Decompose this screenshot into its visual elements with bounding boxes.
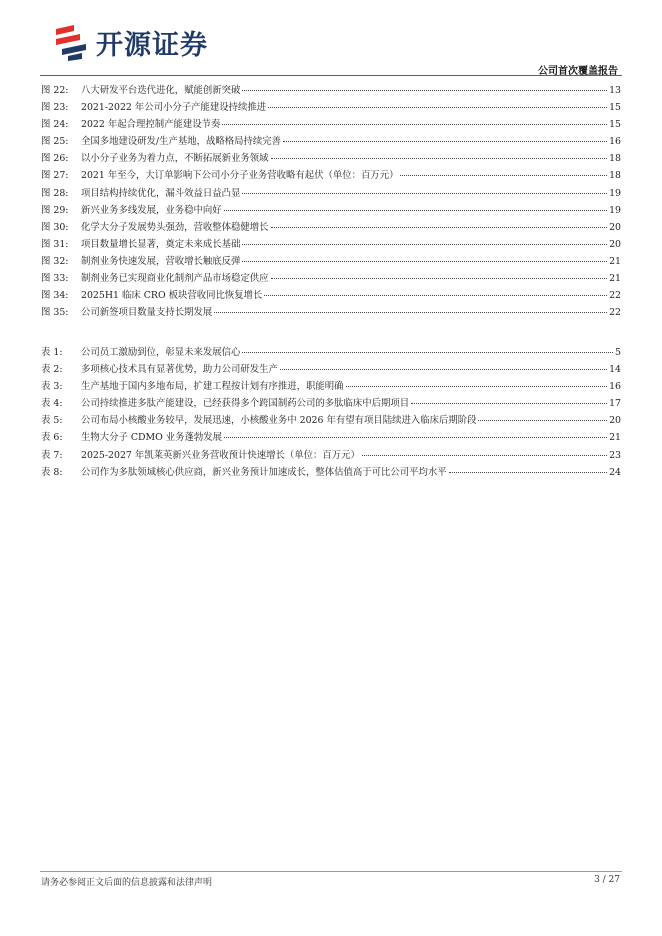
dot-leader <box>478 420 607 421</box>
report-type-label: 公司首次覆盖报告 <box>538 66 618 77</box>
entry-page-number: 20 <box>609 221 621 233</box>
dot-leader <box>242 261 607 262</box>
entry-label: 图 32: <box>41 255 69 267</box>
dot-leader <box>242 90 607 91</box>
dot-leader <box>449 472 607 473</box>
dot-leader <box>222 124 607 125</box>
entry-page-number: 20 <box>609 238 621 250</box>
table-list <box>41 344 621 481</box>
footer-divider <box>40 871 622 872</box>
entry-label: 图 29: <box>41 204 69 216</box>
entry-label: 图 24: <box>41 119 69 131</box>
entry-label: 表 2: <box>41 364 63 376</box>
entry-page-number: 14 <box>609 364 621 376</box>
entry-label: 图 35: <box>41 307 69 319</box>
entry-page-number: 17 <box>609 398 621 410</box>
entry-label: 图 23: <box>41 102 69 114</box>
entry-page-number: 23 <box>609 449 621 461</box>
entry-title: 生物大分子 CDMO 业务蓬勃发展 <box>81 432 223 444</box>
entry-page-number: 18 <box>609 170 621 182</box>
figure-list <box>41 82 621 321</box>
entry-label: 表 6: <box>41 432 63 444</box>
entry-title: 2022 年起合理控制产能建设节奏 <box>81 119 221 131</box>
entry-label: 表 1: <box>41 347 63 358</box>
figure-toc-entry[interactable] <box>41 202 621 219</box>
figure-toc-entry[interactable] <box>41 219 621 236</box>
table-toc-entry[interactable] <box>41 429 621 446</box>
table-toc-entry[interactable] <box>41 344 621 361</box>
entry-page-number: 21 <box>609 273 621 285</box>
entry-label: 图 27: <box>41 170 69 182</box>
entry-page-number: 19 <box>609 204 621 216</box>
dot-leader <box>283 141 607 142</box>
figure-toc-entry[interactable] <box>41 270 621 287</box>
entry-title: 生产基地于国内多地布局，扩建工程按计划有序推进，职能明确 <box>81 381 344 393</box>
figure-toc-entry[interactable] <box>41 304 621 321</box>
entry-label: 图 31: <box>41 238 69 250</box>
dot-leader <box>214 312 607 313</box>
entry-title: 全国多地建设研发/生产基地，战略格局持续完善 <box>81 136 282 148</box>
entry-label: 图 30: <box>41 221 69 233</box>
entry-title: 2021-2022 年公司小分子产能建设持续推进 <box>81 102 267 114</box>
dot-leader <box>264 295 607 296</box>
entry-title: 2021 年至今，大订单影响下公司小分子业务营收略有起伏（单位：百万元） <box>81 170 399 182</box>
dot-leader <box>271 227 608 228</box>
company-logo <box>54 22 208 62</box>
entry-label: 图 26: <box>41 153 69 165</box>
dot-leader <box>271 158 608 159</box>
entry-page-number: 15 <box>609 119 621 131</box>
figure-toc-entry[interactable] <box>41 99 621 116</box>
page-number: 3 / 27 <box>594 875 620 885</box>
entry-page-number: 13 <box>609 85 621 96</box>
figure-toc-entry[interactable] <box>41 116 621 133</box>
entry-page-number: 16 <box>609 381 621 393</box>
dot-leader <box>362 455 607 456</box>
figure-toc-entry[interactable] <box>41 236 621 253</box>
entry-label: 表 4: <box>41 398 63 410</box>
entry-title: 项目结构持续优化，漏斗效益日益凸显 <box>81 187 241 199</box>
table-toc-entry[interactable] <box>41 412 621 429</box>
footer-disclaimer: 请务必参阅正文后面的信息披露和法律声明 <box>41 878 213 888</box>
entry-title: 公司作为多肽领域核心供应商，新兴业务预计加速成长，整体估值高于可比公司平均水平 <box>81 466 447 478</box>
table-toc-entry[interactable] <box>41 447 621 464</box>
entry-title: 公司员工激励到位，彰显未来发展信心 <box>81 347 241 358</box>
entry-page-number: 22 <box>609 307 621 319</box>
table-toc-entry[interactable] <box>41 378 621 395</box>
entry-page-number: 15 <box>609 102 621 114</box>
dot-leader <box>242 193 607 194</box>
entry-label: 表 7: <box>41 449 63 461</box>
figure-toc-entry[interactable] <box>41 287 621 304</box>
figure-toc-entry[interactable] <box>41 150 621 167</box>
entry-page-number: 16 <box>609 136 621 148</box>
figure-toc-entry[interactable] <box>41 133 621 150</box>
entry-page-number: 22 <box>609 290 621 302</box>
entry-title: 公司持续推进多肽产能建设，已经获得多个跨国制药公司的多肽临床中后期项目 <box>81 398 410 410</box>
entry-title: 2025H1 临床 CRO 板块营收同比恢复增长 <box>81 290 263 302</box>
entry-title: 多项核心技术具有显著优势，助力公司研发生产 <box>81 364 278 376</box>
dot-leader <box>411 403 607 404</box>
dot-leader <box>271 278 608 279</box>
figure-toc-entry[interactable] <box>41 167 621 184</box>
dot-leader <box>242 352 613 353</box>
dot-leader <box>268 107 607 108</box>
dot-leader <box>346 386 608 387</box>
entry-label: 图 34: <box>41 290 69 302</box>
entry-page-number: 18 <box>609 153 621 165</box>
dot-leader <box>224 210 607 211</box>
entry-page-number: 19 <box>609 187 621 199</box>
entry-title: 公司新签项目数量支持长期发展 <box>81 307 213 319</box>
entry-page-number: 5 <box>615 347 621 358</box>
entry-title: 新兴业务多线发展，业务稳中向好 <box>81 204 222 216</box>
entry-title: 以小分子业务为着力点，不断拓展新业务领域 <box>81 153 269 165</box>
logo-text: 开源证券 <box>96 29 208 61</box>
entry-label: 图 22: <box>41 85 69 96</box>
entry-page-number: 21 <box>609 432 621 444</box>
logo-mark-icon <box>54 23 88 61</box>
entry-title: 项目数量增长显著，奠定未来成长基础 <box>81 238 241 250</box>
entry-title: 化学大分子发展势头强劲，营收整体稳健增长 <box>81 221 269 233</box>
entry-label: 图 33: <box>41 273 69 285</box>
dot-leader <box>242 244 607 245</box>
entry-label: 图 25: <box>41 136 69 148</box>
entry-label: 表 3: <box>41 381 63 393</box>
entry-page-number: 24 <box>609 466 621 478</box>
table-toc-entry[interactable] <box>41 395 621 412</box>
entry-label: 图 28: <box>41 187 69 199</box>
entry-title: 制剂业务已实现商业化制剂产品市场稳定供应 <box>81 273 269 285</box>
entry-title: 2025-2027 年凯莱英新兴业务营收预计快速增长（单位：百万元） <box>81 449 360 461</box>
entry-label: 表 5: <box>41 415 63 427</box>
dot-leader <box>224 437 607 438</box>
figure-toc-entry[interactable] <box>41 82 621 99</box>
entry-title: 八大研发平台迭代进化，赋能创新突破 <box>81 85 241 96</box>
table-toc-entry[interactable] <box>41 464 621 481</box>
table-toc-entry[interactable] <box>41 361 621 378</box>
figure-toc-entry[interactable] <box>41 185 621 202</box>
entry-page-number: 20 <box>609 415 621 427</box>
entry-title: 制剂业务快速发展，营收增长触底反弹 <box>81 255 241 267</box>
entry-page-number: 21 <box>609 255 621 267</box>
entry-label: 表 8: <box>41 466 63 478</box>
dot-leader <box>280 369 607 370</box>
figure-toc-entry[interactable] <box>41 253 621 270</box>
header-divider <box>40 75 622 76</box>
entry-title: 公司布局小核酸业务较早，发展迅速，小核酸业务中 2026 年有望有项目陆续进入临床后期阶段 <box>81 415 477 427</box>
dot-leader <box>400 175 607 176</box>
